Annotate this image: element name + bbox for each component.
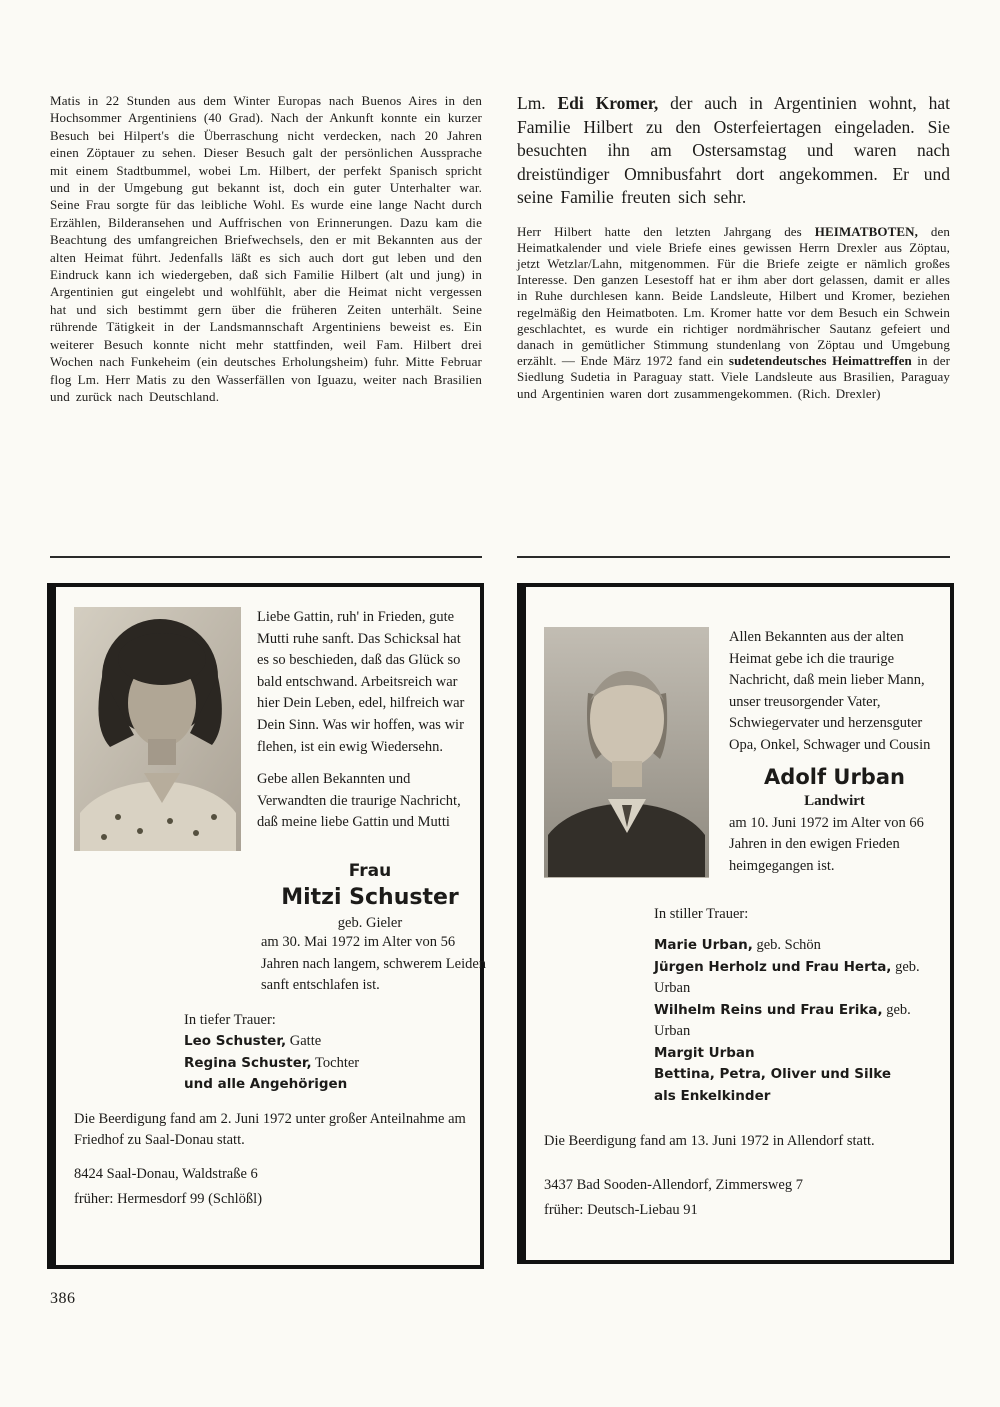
mourner-name: Bettina, Petra, Oliver und Silke (654, 1066, 892, 1083)
deceased-title: Frau (348, 861, 392, 881)
mourners-block (654, 904, 950, 1108)
article-text: in der Siedlung Sudetia in Paraguay statt. Viele Landsleute aus Brasilien, Paraguay und Argentinien waren dort zusammengekommen. (Rich. Drexler) (517, 353, 951, 401)
divider-rule-left (50, 556, 482, 558)
burial-notice: Die Beerdigung fand am 2. Juni 1972 unter großer Anteilnahme am Friedhof zu Saal-Donau statt. (74, 1110, 466, 1149)
mourner-name: und alle Angehörigen (184, 1076, 348, 1093)
article-column-right (517, 92, 950, 402)
obituary-card-mitzi-schuster (47, 583, 487, 1269)
portrait-photo-man (544, 627, 709, 878)
mourner-line (654, 1086, 950, 1108)
mourner-relation: geb. Schön (752, 937, 821, 954)
mourner-relation: Tochter (311, 1054, 360, 1071)
mourner-name: Marie Urban, (654, 937, 753, 954)
spacer (654, 925, 950, 935)
mourners-block (184, 1010, 480, 1096)
article-paragraph-right-2 (517, 224, 950, 402)
birth-name: geb. Gieler (337, 915, 403, 931)
burial-notice: Die Beerdigung fand am 13. Juni 1972 in Allendorf statt. (544, 1133, 875, 1150)
obituary-card-adolf-urban (517, 583, 954, 1264)
mourner-name: Jürgen Herholz und Frau Herta, (654, 958, 892, 975)
death-announcement: Allen Bekannten aus der alten Heimat gebe ich die traurige Nachricht, daß mein lieber Mann, unser treusorgender Vater, Schwiegervater und herzensguter Opa, Onkel, Schwager und Cousin (729, 629, 931, 753)
deceased-name-block (254, 861, 486, 932)
memorial-poem: Liebe Gattin, ruh' in Frieden, gute Mutti ruhe sanft. Das Schicksal hat es so beschieden, daß das Glück so bald entschwand. Arbeitsreich war hier Dein Leben, edel, hilfreich war Dein Sinn. Was wir hoffen, was wir flehen, ist ein ewig Wiedersehn. (257, 609, 465, 755)
mourner-name: Regina Schuster, (184, 1054, 312, 1071)
address-block (74, 1162, 466, 1212)
article-column-left (50, 92, 482, 405)
obituary-text-column (729, 627, 940, 878)
page-number: 386 (50, 1290, 76, 1307)
mourner-name: als Enkelkinder (654, 1087, 771, 1104)
mourner-name: Wilhelm Reins und Frau Erika, (654, 1001, 883, 1018)
article-text: Lm. (517, 93, 558, 113)
obituary-header-row (526, 587, 950, 878)
mourner-line (654, 1064, 950, 1086)
death-announcement: Gebe allen Bekannten und Verwandten die traurige Nachricht, daß meine liebe Gattin und Mutti (257, 771, 461, 831)
address-line: 8424 Saal-Donau, Waldstraße 6 (74, 1165, 258, 1182)
highlighted-phrase: sudetendeutsches Heimattreffen (728, 353, 912, 369)
address-block (544, 1173, 936, 1223)
deceased-name: Adolf Urban (764, 764, 905, 789)
mourner-line (184, 1031, 480, 1053)
article-paragraph-right-1 (517, 92, 950, 210)
address-line-former: früher: Hermesdorf 99 (Schlößl) (74, 1190, 263, 1207)
portrait-illustration-woman (74, 607, 241, 851)
portrait-photo-woman (74, 607, 241, 851)
address-line-former: früher: Deutsch-Liebau 91 (544, 1201, 698, 1218)
address-line: 3437 Bad Sooden-Allendorf, Zimmersweg 7 (544, 1176, 803, 1193)
deceased-occupation: Landwirt (804, 793, 865, 810)
mourner-relation: Gatte (286, 1033, 322, 1050)
highlighted-name: Edi Kromer, (557, 93, 659, 113)
mourner-line (654, 935, 950, 957)
mourner-line (654, 1043, 950, 1065)
article-text: den Heimatkalender und viele Briefe eines gewissen Herrn Drexler aus Zöptau, jetzt Wetzlar/Lahn, mitgenommen. Für die Briefe zeigte er nämlich großes Interesse. Den ganzen Lesestoff hat er ihm aber dort gelassen, damit er alles in Ruhe durchlesen kann. Beide Landsleute, Hilbert und Kromer, beziehen regelmäßig den Heimatboten. Lm. Kromer hatte vor dem Besuch ein Schwein geschlachtet, es wurde ein richtiger nordmährischer Sautanz gefeiert und danach in gemütlicher Stimmung stundenlang von Zöptau und Umgebung erzählt. — Ende März 1972 fand ein (517, 223, 951, 369)
article-text: der auch in Argentinien wohnt, hat Familie Hilbert zu den Osterfeiertagen eingeladen. Sie besuchten ihn am Ostersamstag und waren nach dreistündiger Omnibusfahrt dort angekommen. Er und seine Familie freuten sich sehr. (517, 93, 950, 207)
death-details: am 10. Juni 1972 im Alter von 66 Jahren in den ewigen Frieden heimgegangen ist. (729, 814, 924, 874)
mourner-name: Margit Urban (654, 1044, 755, 1061)
mourner-line (184, 1074, 480, 1096)
deceased-name: Mitzi Schuster (281, 885, 459, 910)
divider-rule-right (517, 556, 950, 558)
highlighted-word: HEIMATBOTEN, (814, 223, 918, 239)
obituary-header-row (56, 587, 480, 851)
article-paragraph-left: Matis in 22 Stunden aus dem Winter Europas nach Buenos Aires in den Hochsommer Argentiniens (40 Grad). Nach der Ankunft konnte ein kurzer Besuch bei Hilpert's die Überraschung nicht verdecken, nach 20 Jahren einen Zöptauer zu sehen. Dieser Besuch galt der persönlichen Aussprache mit einem Stadtbummel, wobei Lm. Hilbert, der perfekt Spanisch spricht und in der Umgebung gut bekannt ist, doch ein guter Unterhalter war. Seine Frau sorgte für das leibliche Wohl. Es wurde eine lange Nacht durch Erzählen, Bilderansehen und Auffrischen von Erinnerungen. Dazu kam die Beachtung des umfangreichen Briefwechsels, den er mit Bekannten aus der alten Heimat führt. Jedenfalls läßt es sich auch dort gut leben und den Eindruck kann ich wiedergeben, daß sich Familie Hilbert (alt und jung) in Argentinien gut eingelebt und wohlfühlt, aber die Heimat nicht vergessen hat und sich bestimmt gern über die früheren Zeiten unterhält. Seine rührende Tätigkeit in der Landsmannschaft Argentiniens beweist es. Ein weiterer Besuch konnte nicht mehr stattfinden, weil Fam. Hilbert drei Wochen nach Funkeheim (ein deutsches Erholungsheim) fuhr. Mitte Februar flog Lm. Herr Matis zu den Wasserfällen von Iguazu, weiter nach Brasilien und zurück nach Deutschland. (50, 93, 482, 404)
article-text: Herr Hilbert hatte den letzten Jahrgang des (517, 223, 815, 239)
mourning-label: In stiller Trauer: (654, 905, 749, 922)
column-divider-rules (50, 556, 950, 558)
mourner-name: Leo Schuster, (184, 1033, 287, 1050)
portrait-illustration-man (544, 627, 709, 877)
mourner-line (654, 957, 950, 1000)
mourner-line (184, 1053, 480, 1075)
mourner-line (654, 1000, 950, 1043)
mourning-label: In tiefer Trauer: (184, 1011, 276, 1028)
death-details: am 30. Mai 1972 im Alter von 56 Jahren nach langem, schwerem Leiden sanft entschlafen ist. (261, 934, 487, 994)
deceased-name-block (729, 764, 940, 813)
obituary-text-column (257, 607, 470, 851)
mourner-relation: geb. Urban (654, 1001, 911, 1040)
mourner-relation: geb. Urban (654, 958, 920, 997)
